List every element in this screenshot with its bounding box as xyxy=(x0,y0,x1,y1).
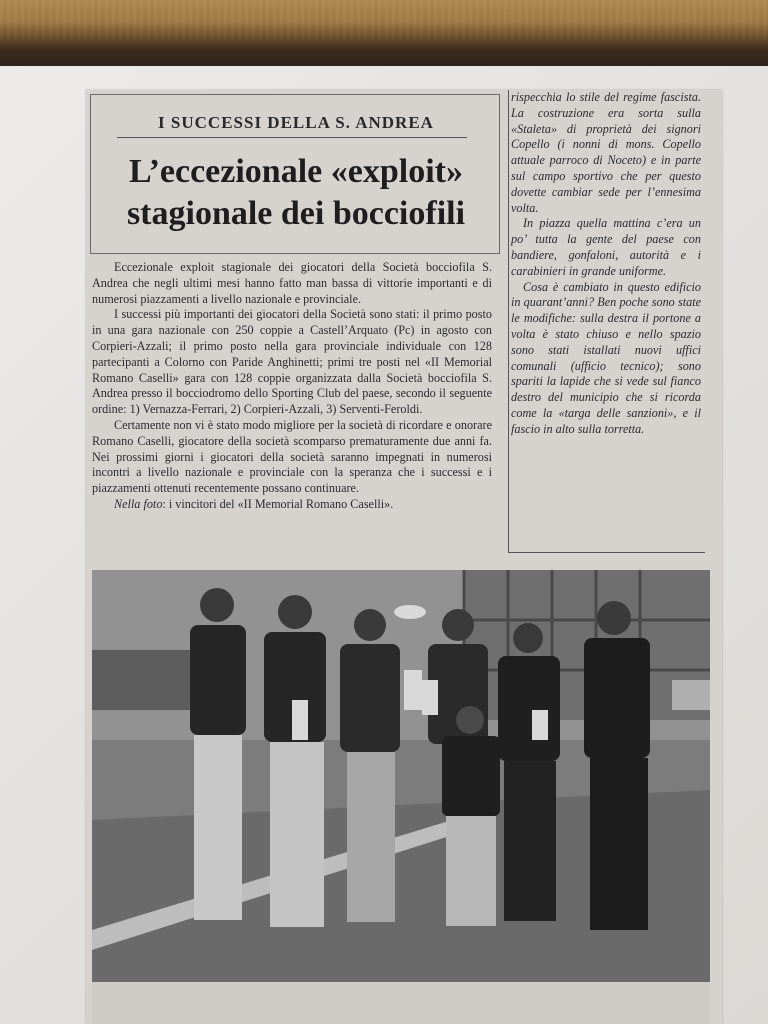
newspaper-clipping xyxy=(86,90,722,1024)
right-paragraph: rispecchia lo stile del regime fascista. La costruzione era sorta sulla «Staleta» di proprietà dei signori Copello (i nonni di mons. Copello attuale parroco di Noceto) e in parte sul campo sportivo che per questo dovette cambiar sede per l’ennesima volta. xyxy=(511,90,701,215)
headline-line-1: L’eccezionale «exploit» xyxy=(129,153,463,190)
article-body xyxy=(92,260,492,513)
group-photo xyxy=(92,570,710,982)
article-paragraph: Certamente non vi è stato modo migliore per la società di ricordare e onorare Romano Caselli, giocatore della società scomparso prematuramente due anni fa. Nei prossimi giorni i giocatori della società saranno impegnati in numerosi incontri a livello nazionale e provinciale con la speranza che i successi e i piazzamenti ottenuti recentemente possano continuare. xyxy=(92,417,492,496)
article-left-column xyxy=(86,90,500,562)
clipping-bottom-edge xyxy=(92,982,710,1024)
article-right-column xyxy=(508,90,705,553)
caption-text: : i vincitori del «II Memorial Romano Caselli». xyxy=(162,496,394,511)
headline-line-2: stagionale dei bocciofili xyxy=(126,195,466,232)
article-kicker: I SUCCESSI DELLA S. ANDREA xyxy=(158,113,434,132)
caption-label: Nella foto xyxy=(114,496,163,511)
kicker-underline xyxy=(117,137,467,138)
photo-caption xyxy=(92,497,492,513)
group-photo-drawing xyxy=(92,570,710,982)
article-paragraph: I successi più importanti dei giocatori della Società sono stati: il primo posto in una gara nazionale con 250 coppie a Castell’Arquato (Pc) in agosto con Corpieri-Azzali; il primo posto nella gara provinciale individuale con 128 partecipanti a Colorno con Paride Anghinetti; primi tre posti nel «II Memorial Romano Caselli» gara con 128 coppie organizzata dalla Società bocciofila S. Andrea presso il bocciodromo dello Sporting Club del paese, secondo il seguente ordine: 1) Vernazza-Ferrari, 2) Corpieri-Azzali, 3) Serventi-Feroldi. xyxy=(92,307,492,417)
article-headline xyxy=(91,151,501,235)
headline-box xyxy=(90,94,500,254)
right-paragraph: Cosa è cambiato in questo edificio in quarant’anni? Ben poche sono state le modifiche: sulla destra il portone a volta è stato chiuso e nello spazio sono stati istallati nuovi uffici comunali (ufficio tecnico); sono spariti la lapide che si vede sul fianco destro del municipio che si ricorda come la «targa delle sanzioni», e il fascio in alto sulla torretta. xyxy=(511,279,701,436)
right-column-body xyxy=(511,90,701,438)
article-paragraph: Eccezionale exploit stagionale dei giocatori della Società bocciofila S. Andrea che negli ultimi mesi hanno fatto man bassa di vittorie importanti e di numerosi piazzamenti a livello nazionale e provinciale. xyxy=(92,260,492,306)
picture-frame-edge xyxy=(0,0,768,72)
right-paragraph: In piazza quella mattina c’era un po’ tutta la gente del paese con bandiere, gonfaloni, autorità e i carabinieri in grande uniforme. xyxy=(511,216,701,278)
